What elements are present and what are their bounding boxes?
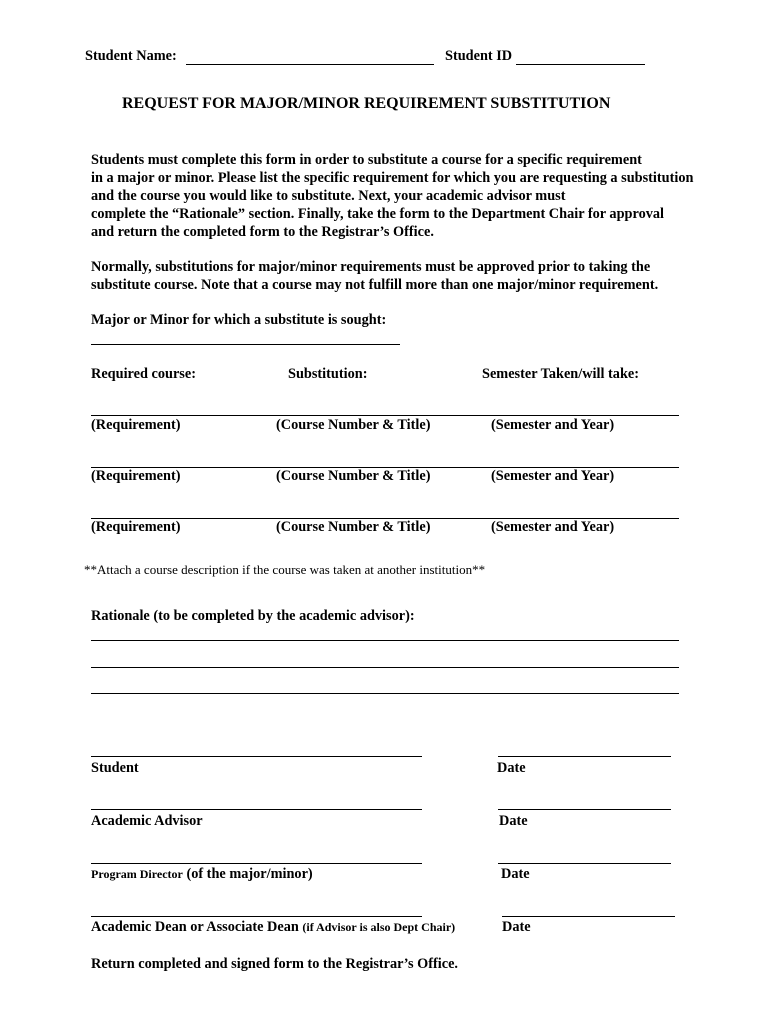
student-signature-label: Student (91, 760, 139, 776)
substitution-row-3-field[interactable] (91, 502, 679, 519)
major-minor-field[interactable] (91, 328, 400, 345)
date-label: Date (502, 919, 531, 935)
student-date-field[interactable] (498, 740, 671, 757)
date-label: Date (501, 866, 530, 882)
substitution-header: Substitution: (288, 366, 368, 382)
semester-header: Semester Taken/will take: (482, 366, 640, 382)
instructions-line: and the course you would like to substitute. Next, your academic advisor must (91, 188, 566, 204)
substitution-row-2-field[interactable] (91, 451, 679, 468)
rationale-line-3[interactable] (91, 677, 679, 694)
required-course-header: Required course: (91, 366, 196, 382)
instructions-paragraph (91, 151, 693, 241)
student-id-field[interactable] (516, 48, 645, 65)
policy-paragraph (91, 258, 658, 294)
advisor-signature-field[interactable] (91, 793, 422, 810)
requirement-caption: (Requirement) (91, 468, 181, 484)
semester-caption: (Semester and Year) (491, 468, 615, 484)
program-director-label (91, 866, 313, 883)
date-label: Date (497, 760, 526, 776)
program-director-date-field[interactable] (498, 847, 671, 864)
advisor-date-field[interactable] (498, 793, 671, 810)
instructions-line: in a major or minor. Please list the specific requirement for which you are requesting a substitution (91, 170, 694, 186)
student-id-label: Student ID (445, 48, 513, 64)
page-title: REQUEST FOR MAJOR/MINOR REQUIREMENT SUBSTITUTION (122, 95, 611, 112)
semester-caption: (Semester and Year) (491, 519, 615, 535)
program-director-suffix: (of the major/minor) (186, 866, 313, 882)
course-caption: (Course Number & Title) (276, 468, 431, 484)
dean-signature-field[interactable] (91, 900, 422, 917)
requirement-caption: (Requirement) (91, 519, 181, 535)
major-minor-label: Major or Minor for which a substitute is sought: (91, 312, 387, 328)
instructions-line: and return the completed form to the Registrar’s Office. (91, 224, 434, 240)
dean-label (91, 919, 455, 936)
instructions-line: Students must complete this form in order to substitute a course for a specific requirement (91, 152, 642, 168)
rationale-line-2[interactable] (91, 651, 679, 668)
date-label: Date (499, 813, 528, 829)
program-director-text: Program Director (91, 867, 183, 881)
rationale-label: Rationale (to be completed by the academic advisor): (91, 608, 415, 624)
student-signature-field[interactable] (91, 740, 422, 757)
attach-note: **Attach a course description if the course was taken at another institution** (84, 562, 486, 577)
policy-line: substitute course. Note that a course may not fulfill more than one major/minor requirement. (91, 277, 659, 293)
student-name-field[interactable] (186, 48, 434, 65)
semester-caption: (Semester and Year) (491, 417, 615, 433)
program-director-signature-field[interactable] (91, 847, 422, 864)
requirement-caption: (Requirement) (91, 417, 181, 433)
dean-suffix: (if Advisor is also Dept Chair) (302, 920, 456, 934)
substitution-row-1-field[interactable] (91, 399, 679, 416)
instructions-line: complete the “Rationale” section. Finally, take the form to the Department Chair for approval (91, 206, 664, 222)
footer-instruction: Return completed and signed form to the Registrar’s Office. (91, 956, 459, 972)
student-name-label: Student Name: (85, 48, 177, 64)
course-caption: (Course Number & Title) (276, 519, 431, 535)
advisor-signature-label: Academic Advisor (91, 813, 203, 829)
dean-text: Academic Dean or Associate Dean (91, 919, 299, 935)
dean-date-field[interactable] (502, 900, 675, 917)
course-caption: (Course Number & Title) (276, 417, 431, 433)
policy-line: Normally, substitutions for major/minor requirements must be approved prior to taking the (91, 259, 651, 275)
rationale-line-1[interactable] (91, 624, 679, 641)
